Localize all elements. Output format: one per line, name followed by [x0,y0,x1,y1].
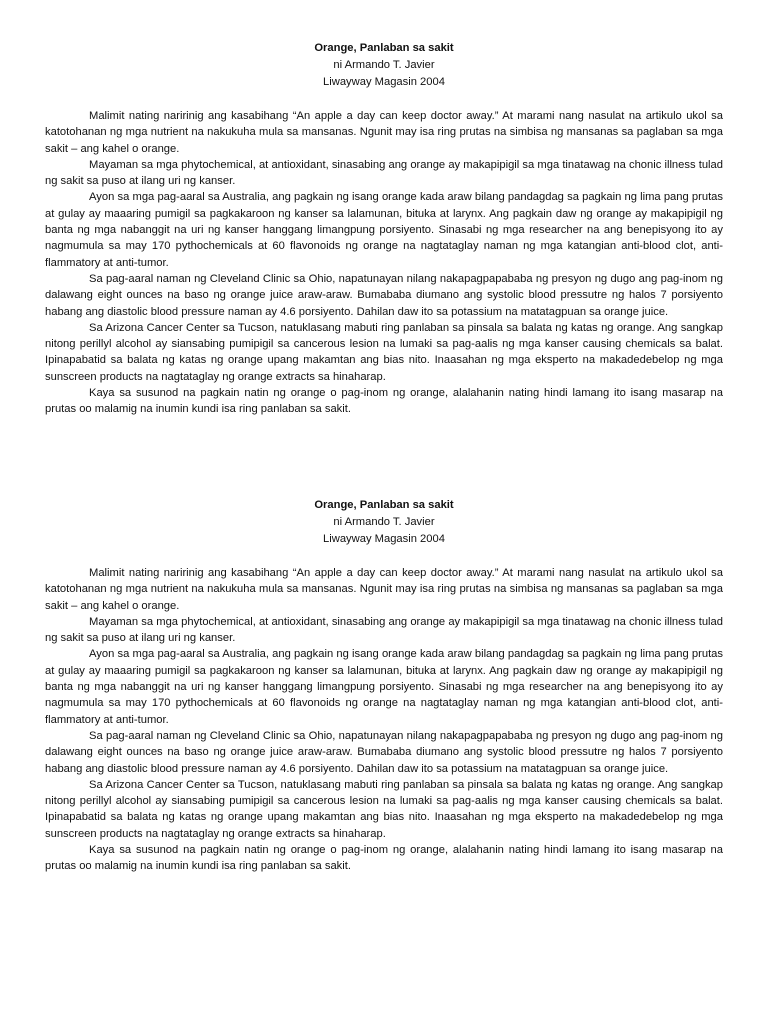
article-title: Orange, Panlaban sa sakit [314,499,454,511]
article-header [45,497,723,548]
article-source: Liwayway Magasin 2004 [323,533,445,545]
paragraph: Mayaman sa mga phytochemical, at antioxidant, sinasabing ang orange ay makapipigil sa mga tinatawag na chonic illness tulad ng sakit sa puso at ilang uri ng kanser. [45,615,723,645]
article-body [45,108,723,418]
article-second [45,497,723,875]
article-byline: ni Armando T. Javier [333,516,435,528]
article-first [45,40,723,418]
article-title: Orange, Panlaban sa sakit [314,42,454,54]
paragraph: Sa pag-aaral naman ng Cleveland Clinic sa Ohio, napatunayan nilang nakapagpapababa ng presyon ng dugo ang pag-inom ng dalawang eight ounces na baso ng orange juice araw-araw. Bumababa diumano ang systolic blood pressutre ng halos 7 porsiyento habang ang diastolic blood pressure naman ay 4.6 porsiyento. Dahilan daw ito sa potassium na matatagpuan sa orange juice. [45,729,723,775]
paragraph: Ayon sa mga pag-aaral sa Australia, ang pagkain ng isang orange kada araw bilang pandagdag sa pagkain ng lima pang prutas at gulay ay maaaring pumigil sa pagkakaroon ng kanser sa lalamunan, bituka at larynx. Ang pagkain daw ng orange ay makapipigil ng banta ng mga nabanggit na uri ng kanser hanggang limangpung porsiyento. Sinasabi ng mga researcher na ang benepisyong ito ay nagmumula sa may 170 pythochemicals at 60 flavonoids ng orange na nagtataglay naman ng mga katangian anti-blood clot, anti-flammatory at anti-tumor. [45,191,723,269]
paragraph: Sa pag-aaral naman ng Cleveland Clinic sa Ohio, napatunayan nilang nakapagpapababa ng presyon ng dugo ang pag-inom ng dalawang eight ounces na baso ng orange juice araw-araw. Bumababa diumano ang systolic blood pressutre ng halos 7 porsiyento habang ang diastolic blood pressure naman ay 4.6 porsiyento. Dahilan daw ito sa potassium na matatagpuan sa orange juice. [45,272,723,318]
article-body [45,565,723,875]
paragraph: Malimit nating naririnig ang kasabihang “An apple a day can keep doctor away.” At marami nang nasulat na artikulo ukol sa katotohanan ng mga nutrient na nakukuha mula sa mansanas. Ngunit may isa ring prutas na simbisa ng mansanas sa paglaban sa mga sakit – ang kahel o orange. [45,110,723,155]
paragraph: Kaya sa susunod na pagkain natin ng orange o pag-inom ng orange, alalahanin nating hindi lamang ito isang masarap na prutas oo malamig na inumin kundi isa ring panlaban sa sakit. [45,844,723,873]
article-source: Liwayway Magasin 2004 [323,76,445,88]
paragraph: Kaya sa susunod na pagkain natin ng orange o pag-inom ng orange, alalahanin nating hindi lamang ito isang masarap na prutas oo malamig na inumin kundi isa ring panlaban sa sakit. [45,387,723,416]
paragraph: Sa Arizona Cancer Center sa Tucson, natuklasang mabuti ring panlaban sa pinsala sa balata ng katas ng orange. Ang sangkap nitong perillyl alcohol ay siansabing pumipigil sa cancerous lesion na lumaki sa pag-aalis ng mga kanser causing chemicals sa balat. Ipinapabatid sa balata ng katas ng orange upang makamtan ang bias nito. Inaasahan ng mga eksperto na makadedebelop ng mga sunscreen products na nagtataglay ng orange extracts sa hinaharap. [45,321,723,383]
paragraph: Ayon sa mga pag-aaral sa Australia, ang pagkain ng isang orange kada araw bilang pandagdag sa pagkain ng lima pang prutas at gulay ay maaaring pumigil sa pagkakaroon ng kanser sa lalamunan, bituka at larynx. Ang pagkain daw ng orange ay makapipigil ng banta ng mga nabanggit na uri ng kanser hanggang limangpung porsiyento. Sinasabi ng mga researcher na ang benepisyong ito ay nagmumula sa may 170 pythochemicals at 60 flavonoids ng orange na nagtataglay naman ng mga katangian anti-blood clot, anti-flammatory at anti-tumor. [45,648,723,726]
paragraph: Malimit nating naririnig ang kasabihang “An apple a day can keep doctor away.” At marami nang nasulat na artikulo ukol sa katotohanan ng mga nutrient na nakukuha mula sa mansanas. Ngunit may isa ring prutas na simbisa ng mansanas sa paglaban sa mga sakit – ang kahel o orange. [45,567,723,612]
paragraph: Mayaman sa mga phytochemical, at antioxidant, sinasabing ang orange ay makapipigil sa mga tinatawag na chonic illness tulad ng sakit sa puso at ilang uri ng kanser. [45,158,723,188]
article-header [45,40,723,91]
article-byline: ni Armando T. Javier [333,59,435,71]
paragraph: Sa Arizona Cancer Center sa Tucson, natuklasang mabuti ring panlaban sa pinsala sa balata ng katas ng orange. Ang sangkap nitong perillyl alcohol ay siansabing pumipigil sa cancerous lesion na lumaki sa pag-aalis ng mga kanser causing chemicals sa balat. Ipinapabatid sa balata ng katas ng orange upang makamtan ang bias nito. Inaasahan ng mga eksperto na makadedebelop ng mga sunscreen products na nagtataglay ng orange extracts sa hinaharap. [45,778,723,840]
